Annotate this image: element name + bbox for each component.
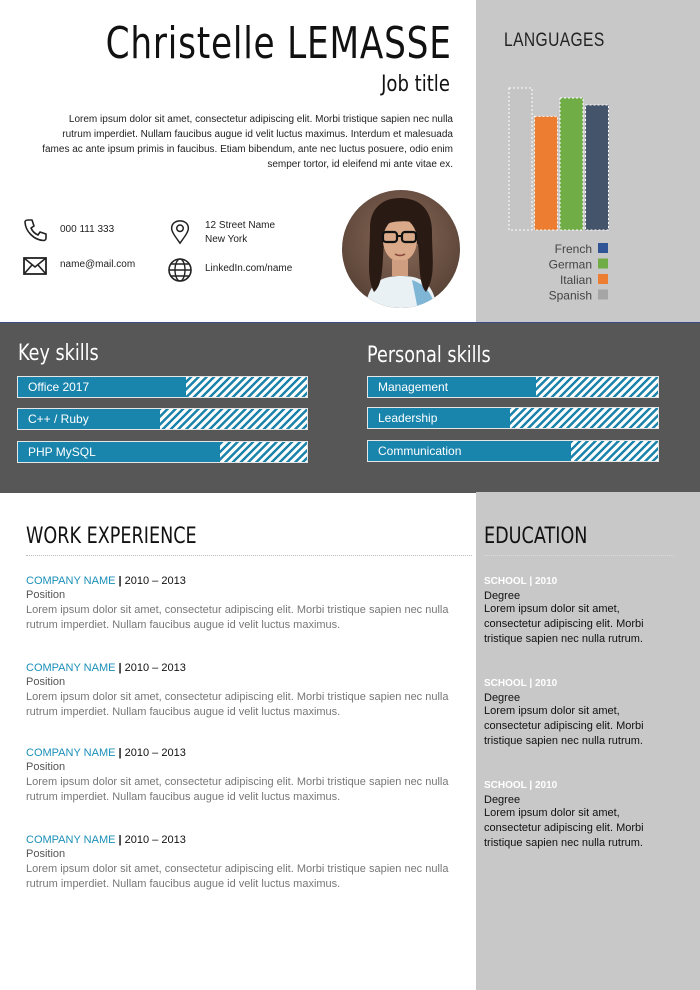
job-description: Lorem ipsum dolor sit amet, consectetur adipiscing elit. Morbi tristique sapien nec nulla rutrum imperdiet. Nullam faucibus augue id velit luctus maximus. [26,776,449,803]
job-position: Position [26,676,66,688]
separator: | [529,780,533,791]
school-year: 2010 [534,678,558,689]
education-entry [484,780,670,851]
education-description: Lorem ipsum dolor sit amet, consectetur adipiscing elit. Morbi tristique sapien nec nulla rutrum. [484,705,644,747]
personal-skills-title: Personal skills [367,343,491,368]
degree: Degree [484,692,521,704]
address-line2: New York [205,234,248,245]
school-name: SCHOOL [484,678,527,689]
skill-label: Leadership [378,411,438,425]
job-entry [26,834,466,892]
school-name: SCHOOL [484,576,527,587]
skill-label: PHP MySQL [28,445,96,459]
skill-label: Communication [378,444,462,458]
work-experience-title: WORK EXPERIENCE [26,524,197,549]
skill-label: Management [378,380,449,394]
languages-chart [500,80,650,310]
skill-bar [367,407,659,429]
language-bar-spanish [509,88,532,230]
education-description: Lorem ipsum dolor sit amet, consectetur adipiscing elit. Morbi tristique sapien nec nulla rutrum. [484,603,644,645]
skill-label: Office 2017 [28,380,90,394]
language-bar-italian [535,116,558,230]
key-skills-title: Key skills [18,341,99,366]
separator: | [529,678,533,689]
job-position: Position [26,848,66,860]
skill-bar [367,376,659,398]
email-address: name@mail.com [60,259,136,270]
skill-label: C++ / Ruby [28,412,89,426]
mail-icon [22,253,48,279]
legend-swatch-german [598,259,608,269]
language-bar-german [560,98,583,230]
globe-icon [167,257,193,283]
skill-bar [17,376,308,398]
linkedin-url: LinkedIn.com/name [205,263,293,274]
separator: | [118,662,122,674]
legend-swatch-spanish [598,290,608,300]
degree: Degree [484,794,521,806]
skill-bar [17,441,308,463]
job-years: 2010 – 2013 [124,575,186,587]
company-name: COMPANY NAME [26,834,116,846]
legend-label-french: French [554,242,592,256]
job-position: Position [26,761,66,773]
company-name: COMPANY NAME [26,662,116,674]
legend-label-italian: Italian [559,273,592,287]
skill-bar [367,440,659,462]
address [205,219,275,247]
degree: Degree [484,590,521,602]
company-name: COMPANY NAME [26,575,116,587]
school-year: 2010 [534,780,558,791]
job-entry [26,747,466,805]
separator: | [118,575,122,587]
languages-title: LANGUAGES [504,30,605,51]
job-entry [26,662,466,720]
job-description: Lorem ipsum dolor sit amet, consectetur adipiscing elit. Morbi tristique sapien nec nulla rutrum imperdiet. Nullam faucibus augue id velit luctus maximus. [26,863,449,890]
job-entry [26,575,466,633]
legend-label-german: German [548,257,592,272]
divider [484,555,674,556]
candidate-name: Christelle LEMASSE [105,18,452,69]
job-years: 2010 – 2013 [124,834,186,846]
education-entry [484,576,670,647]
phone-number: 000 111 333 [60,224,115,235]
language-bar-french [586,105,609,230]
school-name: SCHOOL [484,780,527,791]
job-description: Lorem ipsum dolor sit amet, consectetur adipiscing elit. Morbi tristique sapien nec nulla rutrum imperdiet. Nullam faucibus augue id velit luctus maximus. [26,691,449,718]
job-position: Position [26,589,66,601]
separator: | [118,747,122,759]
separator: | [118,834,122,846]
address-line1: 12 Street Name [205,220,276,231]
job-years: 2010 – 2013 [124,662,186,674]
company-name: COMPANY NAME [26,747,116,759]
phone-icon [22,217,48,243]
school-year: 2010 [534,576,558,587]
divider [26,555,472,556]
intro-text: Lorem ipsum dolor sit amet, consectetur adipiscing elit. Morbi tristique sapien nec nulla rutrum imperdiet. Nullam faucibus augue id velit luctus maximus. Interdum et malesuada fames ac ante ipsum primis in faucibus. Etiam bibendum, ante nec luctus posuere, odio enim semper tortor, id eleifend mi ante vitae ex. [42,114,453,170]
education-title: EDUCATION [484,524,588,549]
job-years: 2010 – 2013 [124,747,186,759]
education-entry [484,678,670,749]
separator: | [529,576,533,587]
education-description: Lorem ipsum dolor sit amet, consectetur adipiscing elit. Morbi tristique sapien nec nulla rutrum. [484,807,644,849]
legend-label-spanish: Spanish [548,288,592,303]
location-pin-icon [167,219,193,245]
job-description: Lorem ipsum dolor sit amet, consectetur adipiscing elit. Morbi tristique sapien nec nulla rutrum imperdiet. Nullam faucibus augue id velit luctus maximus. [26,604,449,631]
legend-swatch-french [598,243,608,253]
legend-swatch-italian [598,274,608,284]
skill-bar [17,408,308,430]
profile-photo [340,188,462,310]
job-title: Job title [381,72,450,97]
avatar-illustration [340,188,462,310]
